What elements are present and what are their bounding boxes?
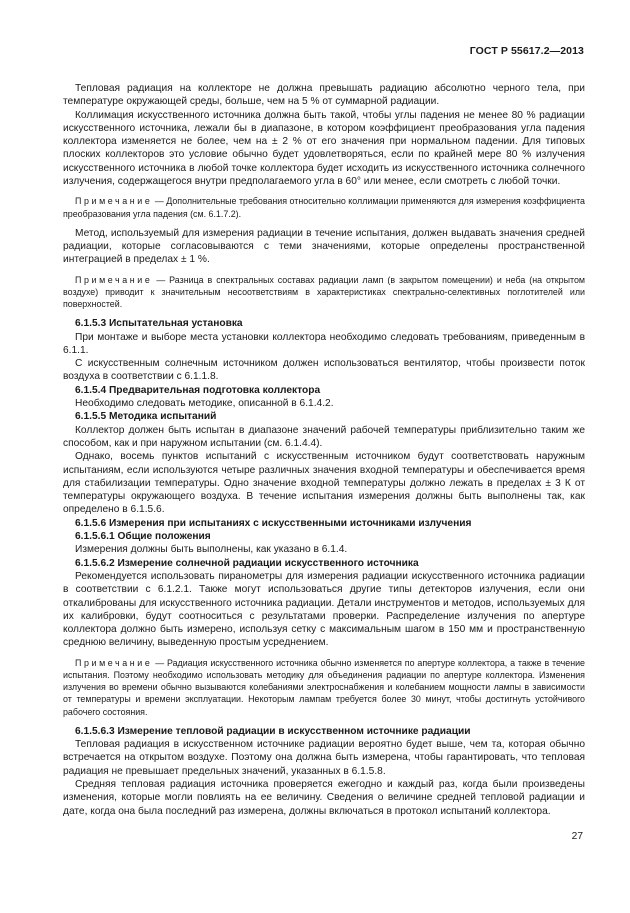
document-body	[63, 82, 585, 818]
note	[63, 657, 585, 718]
paragraph: С искусственным солнечным источником должен использоваться вентилятор, чтобы произвести поток воздуха в соответствии с 6.1.1.8.	[63, 358, 585, 383]
paragraph: Метод, используемый для измерения радиации в течение испытания, должен выдавать значения средней радиации, которые согласовываются с теми значениями, которые определены пространственной интеграцией в пределах ± 1 %.	[63, 227, 585, 266]
paragraph: Однако, восемь пунктов испытаний с искусственным источником будут соответствовать наружным испытаниям, если используются четыре различных значения входной температуры и обеспечивается время для стабилизации температуры. Одно значение входной температуры должно лежать в пределах ± 3 К от температуры окружающего воздуха. В течение испытания измерения должны быть выполнены так, как определено в 6.1.5.6.	[63, 451, 585, 516]
section-heading: 6.1.5.6.3 Измерение тепловой радиации в искусственном источнике радиации	[75, 725, 471, 737]
section-heading: 6.1.5.4 Предварительная подготовка коллектора	[75, 384, 321, 396]
section-heading: 6.1.5.5 Методика испытаний	[75, 411, 217, 423]
section-heading: 6.1.5.6.2 Измерение солнечной радиации искусственного источника	[75, 557, 419, 569]
note-text: — Разница в спектральных составах радиации ламп (в закрытом помещении) и неба (на открытом воздухе) приводит к значительным несоответствиям в характеристиках спектрально-селективных поглотителей или поверхностей.	[63, 274, 585, 310]
paragraph: При монтаже и выборе места установки коллектора необходимо следовать требованиям, приведенным в 6.1.1.	[63, 331, 585, 356]
paragraph: Средняя тепловая радиация источника проверяется ежегодно и каждый раз, когда были произведены изменения, которые могли повлиять на ее величину. Сведения о величине средней тепловой радиации и дате, когда она была последний раз измерена, должны включаться в протокол испытаний коллектора.	[63, 778, 585, 817]
paragraph: Измерения должны быть выполнены, как указано в 6.1.4.	[75, 544, 348, 556]
section-heading: 6.1.5.3 Испытательная установка	[75, 318, 243, 330]
note	[63, 274, 585, 311]
paragraph: Тепловая радиация в искусственном источнике радиации вероятно будет выше, чем та, которая обычно встречается на открытом воздухе. Поэтому она должна быть измерена, чтобы гарантировать, что тепловая радиация не превышает предельных значений, указанных в 6.1.5.8.	[63, 739, 585, 777]
paragraph: Тепловая радиация на коллекторе не должна превышать радиацию абсолютно черного тела, при температуре окружающей среды, больше, чем на 5 % от суммарной радиации.	[63, 83, 585, 108]
paragraph: Рекомендуется использовать пиранометры для измерения радиации искусственного источника радиации в соответствии с 6.1.2.1. Также могут использоваться другие типы детекторов излучения, если они откалиброваны для искусственного источника радиации. Детали инструментов и методов, используемых для их калибровки, будут соотноситься с результатами проверки. Распределение излучения по апертуре коллектора должно быть измерено, используя сетку с максимальным шагом в 150 мм и пространственную среднюю величину, выведенную простым усреднением.	[63, 570, 585, 649]
section-heading: 6.1.5.6.1 Общие положения	[75, 531, 211, 543]
note-label: Примечание	[75, 274, 153, 285]
note-label: Примечание	[75, 196, 153, 207]
paragraph: Необходимо следовать методике, описанной в 6.1.4.2.	[75, 398, 334, 410]
note-label: Примечание	[75, 657, 153, 668]
note	[63, 195, 585, 219]
paragraph: Коллимация искусственного источника должна быть такой, чтобы углы падения не менее 80 % радиации искусственного источника, лежали бы в диапазоне, в котором коэффициент преобразования угла падения коллектора изменяется не более, чем на ± 2 % от его значения при нормальном падении. Для типовых плоских коллекторов это условие обычно будет удовлетворяться, если по крайней мере 80 % излучения искусственного источника в любой точке коллектора будет исходить из искусственного источника солнечного излучения, содержащегося внутри предполагаемого угла в 60° или менее, если смотреть с любой точки.	[63, 109, 585, 188]
note-text: — Дополнительные требования относительно коллимации применяются для измерения коэффициента преобразования угла падения (см. 6.1.7.2).	[63, 196, 585, 219]
note-text: — Радиация искусственного источника обычно изменяется по апертуре коллектора, а также в течение испытания. Поэтому необходимо использовать методику для объединения радиации по апертуре коллектора. Изменения излучения во времени обычно вызываются колебаниями электроснабжения и колебанием мощности лампы в зависимости от температуры и времени эксплуатации. Некоторым лампам требуется более 30 минут, чтобы достигнуть устойчивого рабочего состояния.	[63, 657, 585, 717]
page-number: 27	[571, 831, 583, 842]
section-heading: 6.1.5.6 Измерения при испытаниях с искусственными источниками излучения	[75, 517, 472, 529]
paragraph: Коллектор должен быть испытан в диапазоне значений рабочей температуры приблизительно таким же способом, как и при наружном испытании (см. 6.1.4.4).	[63, 424, 585, 449]
standard-number: ГОСТ Р 55617.2—2013	[469, 45, 584, 57]
